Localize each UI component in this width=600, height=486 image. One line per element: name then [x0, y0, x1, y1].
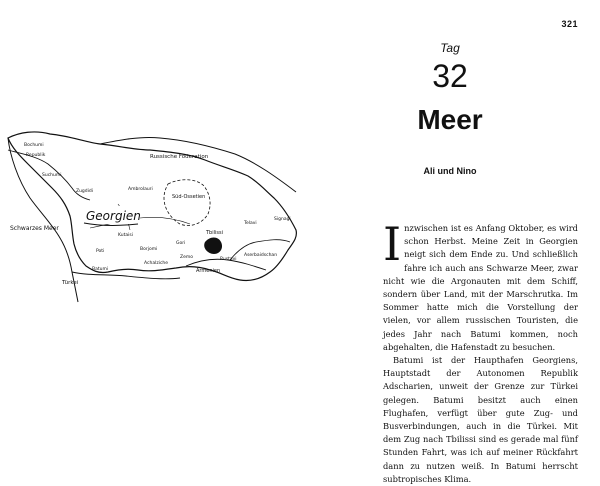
label-signagi: Signagi	[274, 217, 291, 222]
label-kutaisi: Kutaisi	[118, 233, 133, 238]
day-number: 32	[432, 58, 468, 94]
label-abkhazia: Republik	[26, 153, 46, 158]
label-bochumi: Bochumi	[24, 143, 44, 148]
label-tbilisi: Tbilissi	[206, 230, 223, 236]
tbilisi-marker	[204, 238, 222, 255]
label-south-ossetia: Süd-Ossetien	[172, 194, 206, 200]
label-zemo: Zemo	[180, 255, 193, 260]
map-title: Georgien	[86, 209, 141, 223]
paragraph-1-text: nzwischen ist es Anfang Oktober, es wird schon Herbst. Meine Zeit in Georgien neigt sich dem Ende zu. Und schließlich fahre ich auch ans Schwarze Meer, zwar nicht wie die Argonauten mit dem Schiff, sondern über Land, mit der Marschrutka. Im Sommer hatte mich die Vorstellung der vielen, vor allem russischen Touristen, die jedes Jahr nach Batumi kommen, noch abgehalten, die Hafenstadt zu besuchen.	[383, 223, 578, 352]
label-turkey: Türkei	[62, 280, 79, 286]
label-russia: Russische Föderation	[150, 154, 209, 160]
label-sukhumi: Suchumi	[42, 173, 62, 178]
russia-border	[100, 137, 296, 192]
label-azerbaijan: Aserbaidschan	[244, 253, 278, 258]
label-gori: Gori	[176, 241, 186, 246]
georgia-map	[0, 120, 305, 310]
label-armenia: Armenien	[196, 268, 221, 274]
label-zugdidi: Zugdidi	[76, 189, 94, 194]
page-number: 321	[561, 19, 578, 29]
paragraph-1	[383, 217, 578, 354]
label-telavi: Telavi	[244, 221, 257, 226]
chapter-subtitle: Ali und Nino	[423, 166, 477, 176]
day-label: Tag	[440, 41, 460, 55]
label-borjomi: Borjomi	[140, 247, 158, 252]
label-black-sea: Schwarzes Meer	[10, 225, 59, 232]
body-text	[383, 217, 578, 486]
label-ambrolauri: Ambrolauri	[128, 187, 153, 192]
chapter-title: Meer	[417, 104, 483, 135]
coast-line	[8, 138, 78, 302]
label-rustavi: Rustavi	[220, 257, 237, 262]
dropcap: I	[383, 217, 402, 271]
label-akhaltsikhe: Achalziche	[144, 261, 169, 266]
turkey-border	[72, 272, 180, 279]
label-batumi: Batumi	[92, 267, 109, 272]
paragraph-2: Batumi ist der Haupthafen Georgiens, Hauptstadt der Autonomen Republik Adscharien, unweit der Grenze zur Türkei gelegen. Batumi besitzt auch einen Flughafen, verfügt über gute Zug- und Busverbindungen, auch in die Türkei. Mit dem Zug nach Tbilissi sind es gerade mal fünf Stunden Fahrt, was ich auf meiner Rückfahrt dann zu nutzen weiß. In Batumi herrscht subtropisches Klima.	[383, 355, 578, 484]
label-poti: Poti	[96, 249, 105, 254]
